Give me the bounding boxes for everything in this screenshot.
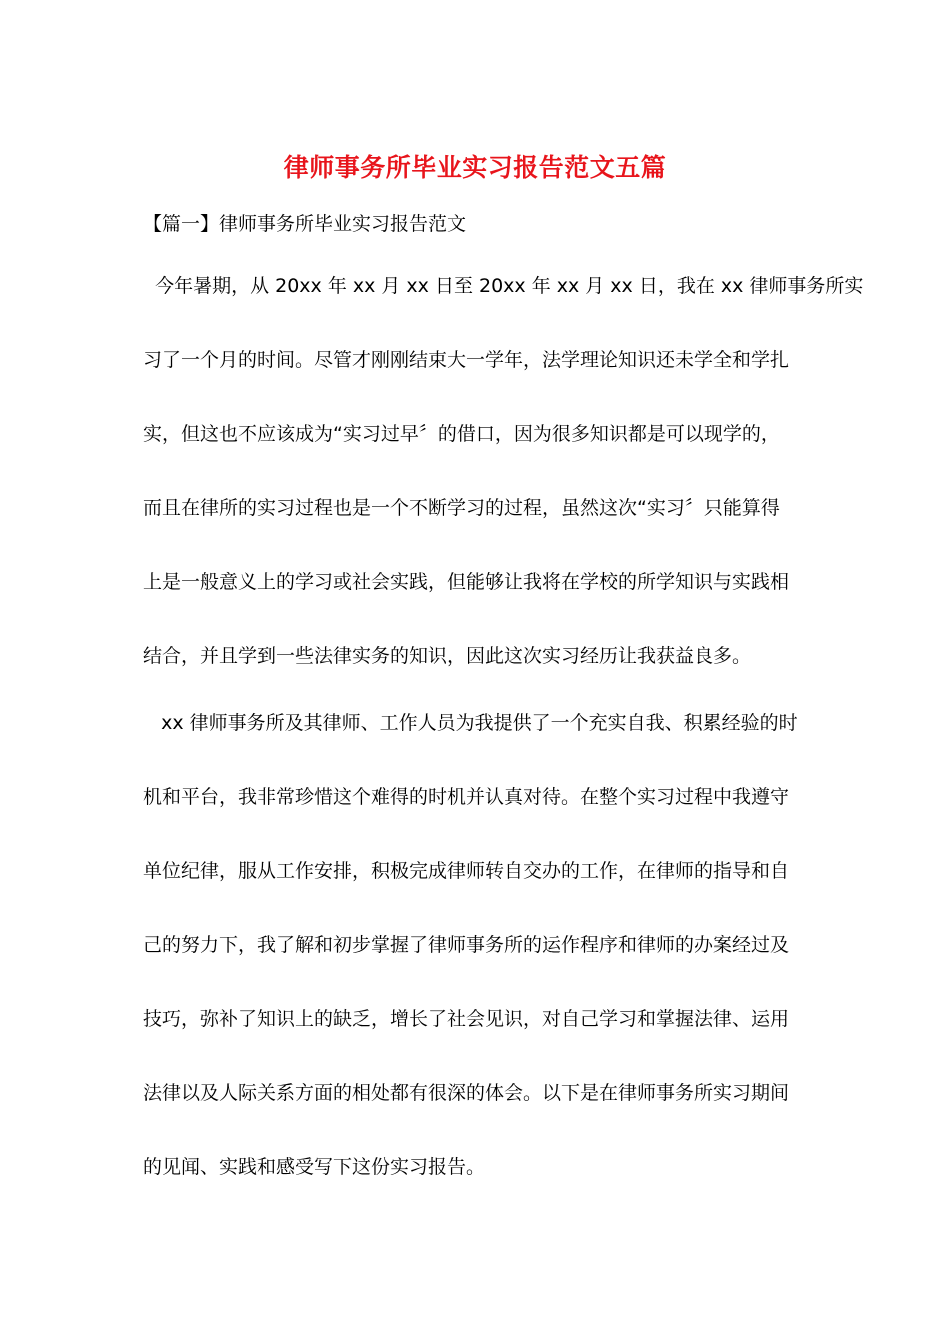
paragraph-line: 而且在律所的实习过程也是一个不断学习的过程，虽然这次“实习〞只能算得	[143, 497, 780, 519]
paragraph-line: 机和平台，我非常珍惜这个难得的时机并认真对待。在整个实习过程中我遵守	[143, 786, 790, 808]
paragraph-line: 单位纪律，服从工作安排，积极完成律师转自交办的工作，在律师的指导和自	[143, 860, 790, 882]
paragraph-line: 习了一个月的时间。尽管才刚刚结束大一学年，法学理论知识还未学全和学扎	[143, 349, 790, 371]
paragraph-line: 法律以及人际关系方面的相处都有很深的体会。以下是在律师事务所实习期间	[143, 1082, 790, 1104]
paragraph-line: 今年暑期，从 20xx 年 xx 月 xx 日至 20xx 年 xx 月 xx 日，我在 xx 律师事务所实	[143, 275, 864, 297]
paragraph-line: 的见闻、实践和感受写下这份实习报告。	[143, 1156, 486, 1178]
paragraph-line: 结合，并且学到一些法律实务的知识，因此这次实习经历让我获益良多。	[143, 645, 752, 667]
paragraph-line: 己的努力下，我了解和初步掌握了律师事务所的运作程序和律师的办案经过及	[143, 934, 790, 956]
paragraph-line: 上是一般意义上的学习或社会实践，但能够让我将在学校的所学知识与实践相	[143, 571, 790, 593]
paragraph-line: xx 律师事务所及其律师、工作人员为我提供了一个充实自我、积累经验的时	[143, 712, 798, 734]
document-title: 律师事务所毕业实习报告范文五篇	[283, 153, 667, 182]
paragraph-line: 实，但这也不应该成为“实习过早〞的借口，因为很多知识都是可以现学的，	[143, 423, 780, 445]
section-heading: 【篇一】律师事务所毕业实习报告范文	[143, 213, 467, 235]
paragraph-line: 技巧，弥补了知识上的缺乏，增长了社会见识，对自己学习和掌握法律、运用	[143, 1008, 790, 1030]
